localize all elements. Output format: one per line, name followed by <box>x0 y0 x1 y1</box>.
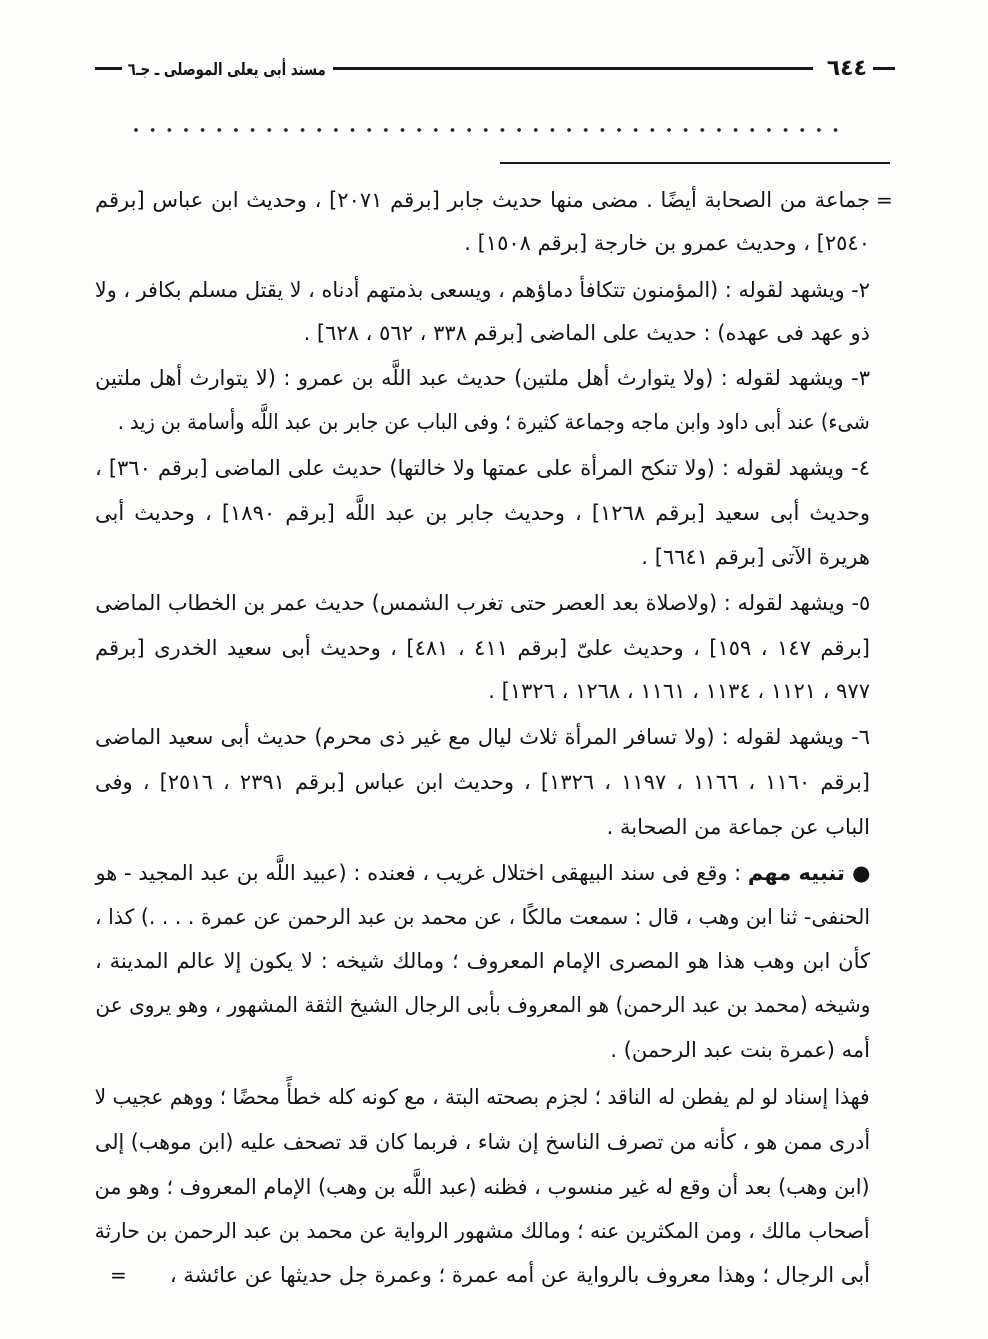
footnote-line: ٥- ويشهد لقوله : (ولاصلاة بعد العصر حتى تغرب الشمس) حديث عمر بن الخطاب الماضى <box>95 591 870 615</box>
note-label: ● تنبيه مهم <box>747 861 870 885</box>
footnote-line: كأن ابن وهب هذا هو المصرى الإمام المعروف ؛ ومالك شيخه : لا يكون إلا عالم المدينة ، <box>95 949 870 973</box>
footnote-line: شىء) عند أبى داود وابن ماجه وجماعة كثيرة ؛ وفى الباب عن جابر بن عبد اللَّه وأسامة بن زيد . <box>117 410 870 434</box>
footnote-line: أبى الرجال ؛ وهذا معروف بالرواية عن أمه عمرة ؛ وعمرة جل حديثها عن عائشة ، <box>169 1263 870 1287</box>
footnote-line: أدرى ممن هو ، كأنه من تصرف الناسخ إن شاء ، فربما كان قد تصحف عليه (ابن موهب) إلى <box>94 1130 870 1154</box>
footnote-line: الباب عن جماعة من الصحابة . <box>606 815 870 839</box>
page-number: ٦٤٤ <box>826 56 867 81</box>
footnote-line: ٣- ويشهد لقوله : (ولا يتوارث أهل ملتين) حديث عبد اللَّه بن عمرو : (لا يتوارث أهل ملتين <box>95 366 870 390</box>
footnote-line: ٢٥٤٠] ، وحديث عمرو بن خارجة [برقم ١٥٠٨] . <box>464 231 870 255</box>
footnote-line: وشيخه (محمد بن عبد الرحمن) هو المعروف بأبى الرجال الشيخ الثقة المشهور ، وهو يروى عن <box>94 993 870 1017</box>
footnote-line: ٦- ويشهد لقوله : (ولا تسافر المرأة ثلاث ليال مع غير ذى محرم) حديث أبى سعيد الماضى <box>95 725 870 749</box>
footnote-line: فهذا إسناد لو لم يفطن له الناقد ؛ لجزم بصحته البتة ، مع كونه كله خطأً محضًا ؛ ووهم عجيب لا <box>95 1085 870 1109</box>
header-rule-left <box>95 67 122 70</box>
continuation-mark-start: = <box>876 188 893 212</box>
header-rule-long <box>333 67 813 70</box>
footnote-line: وحديث أبى سعيد [برقم ١٢٦٨] ، وحديث جابر بن عبد اللَّه [برقم ١٨٩٠] ، وحديث أبى <box>95 501 870 525</box>
continuation-mark-end: = <box>110 1263 127 1287</box>
footnote-line: [برقم ١١٦٠ ، ١١٦٦ ، ١١٩٧ ، ١٣٢٦] ، وحديث ابن عباس [برقم ٢٣٩١ ، ٢٥١٦] ، وفى <box>95 770 870 794</box>
footnote-line: أصحاب مالك ، ومن المكثرين عنه ؛ ومالك مشهور الرواية عن محمد بن عبد الرحمن بن حارثة <box>94 1219 870 1243</box>
running-title: مسند أبى يعلى الموصلى ـ جـ٦ <box>127 60 326 80</box>
footnote-line: ذو عهد فى عهده) : حديث على الماضى [برقم ٣٣٨ ، ٥٦٢ ، ٦٢٨] . <box>303 321 870 345</box>
footnote-line: الحنفى- ثنا ابن وهب ، قال : سمعت مالكًا ، عن محمد بن عبد الرحمن عن عمرة . . . .) كذا ، <box>94 905 870 929</box>
omission-dots-divider <box>133 127 850 133</box>
footnote-line: ٩٧٧ ، ١١٢١ ، ١١٣٤ ، ١١٦١ ، ١٢٦٨ ، ١٣٢٦] . <box>488 679 870 703</box>
footnote-line: هريرة الآتى [برقم ٦٦٤١] . <box>641 545 870 569</box>
footnote-line: [برقم ١٤٧ ، ١٥٩] ، وحديث علىّ [برقم ٤١١ ، ٤٨١] ، وحديث أبى سعيد الخدرى [برقم <box>95 636 870 660</box>
footnote-line: جماعة من الصحابة أيضًا . مضى منها حديث جابر [برقم ٢٠٧١] ، وحديث ابن عباس [برقم <box>95 188 870 212</box>
footnote-line: (ابن وهب) بعد أن وقع له غير منسوب ، فظنه (عبد اللَّه بن وهب) الإمام المعروف ؛ وهو من <box>94 1175 870 1199</box>
footnote-line: ٢- ويشهد لقوله : (المؤمنون تتكافأ دماؤهم ، ويسعى بذمتهم أدناه ، لا يقتل مسلم بكافر ، ولا <box>95 278 870 302</box>
note-text: : وقع فى سند البيهقى اختلال غريب ، فعنده : (عبيد اللَّه بن عبد المجيد - هو <box>94 861 748 885</box>
header-rule-right <box>873 67 895 70</box>
footnote-line <box>95 855 870 891</box>
footnote-line: ٤- ويشهد لقوله : (ولا تنكح المرأة على عمتها ولا خالتها) حديث على الماضى [برقم ٣٦٠] ، <box>94 456 870 480</box>
footnote-separator-rule <box>500 162 890 164</box>
footnote-line: أمه (عمرة بنت عبد الرحمن) . <box>610 1038 870 1062</box>
